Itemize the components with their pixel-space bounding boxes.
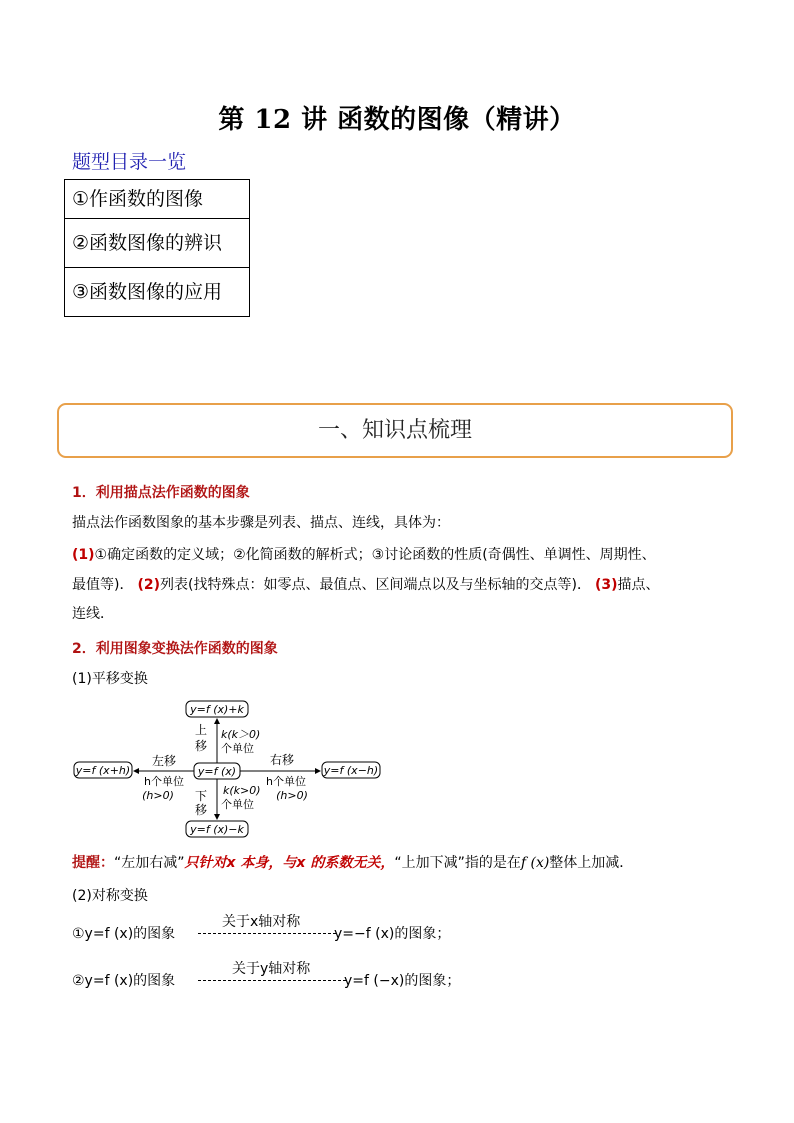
part2-sub2: (2)对称变换 <box>72 888 148 904</box>
step3-label: (3) <box>594 577 618 593</box>
sym2-arrow <box>198 980 346 981</box>
part1-heading: 1．利用描点法作函数的图象 <box>72 485 250 501</box>
down-label-2: 移 <box>194 803 208 817</box>
sym1-arrow <box>198 933 336 934</box>
part1-step1 <box>72 541 656 569</box>
part2-heading: 2．利用图象变换法作函数的图象 <box>72 641 278 657</box>
toc-item: ②函数图像的辨识 <box>65 219 250 268</box>
sym1-result: y=−f (x)的图象； <box>334 926 451 942</box>
part1-step2 <box>72 571 660 599</box>
step2-text: 列表(找特殊点：如零点、最值点、区间端点以及与坐标轴的交点等)． <box>160 577 591 593</box>
part1-intro: 描点法作函数图象的基本步骤是列表、描点、连线，具体为： <box>72 515 450 531</box>
remark-label: 提醒： <box>72 855 114 871</box>
step1-label: (1) <box>72 547 95 563</box>
center-formula: y=f (x) <box>197 765 237 778</box>
remark <box>72 852 633 872</box>
down-label: 下 <box>194 789 208 803</box>
sym1-prefix: ①y=f (x)的图象 <box>72 926 176 942</box>
sym2-prefix: ②y=f (x)的图象 <box>72 973 176 989</box>
remark-emphasis: 只针对x 本身，与x 的系数无关， <box>184 855 395 871</box>
part1-step3-cont: 连线． <box>72 606 114 622</box>
sym2-arrow-label: 关于y轴对称 <box>232 961 311 977</box>
sym2-result: y=f (−x)的图象； <box>344 973 461 989</box>
toc-table <box>64 179 250 317</box>
left-formula: y=f (x+h) <box>75 764 131 777</box>
right-formula: y=f (x−h) <box>323 764 379 777</box>
down-cond: k(k>0) <box>223 784 261 797</box>
step3-text: 描点、 <box>617 577 660 593</box>
section-title: 一、知识点梳理 <box>317 418 472 443</box>
translation-diagram <box>70 696 390 842</box>
right-label: 右移 <box>269 753 295 767</box>
left-label: 左移 <box>151 754 177 768</box>
part2-sub1: (1)平移变换 <box>72 671 148 687</box>
page-title: 第 12 讲 函数的图像（精讲） <box>218 105 576 135</box>
section-header <box>57 403 733 458</box>
remark-formula: f (x) <box>520 855 550 871</box>
left-cond: (h>0) <box>142 789 174 802</box>
left-unit: h个单位 <box>144 775 184 788</box>
bottom-formula: y=f (x)−k <box>190 823 244 836</box>
up-unit: 个单位 <box>221 742 254 755</box>
up-label-2: 移 <box>194 739 208 753</box>
remark-c: “上加下减”指的是在 <box>394 855 521 871</box>
sym1-arrow-label: 关于x轴对称 <box>222 914 301 930</box>
step1-text2: 最值等)． <box>72 577 134 593</box>
step1-text: ①确定函数的定义域；②化简函数的解析式；③讨论函数的性质(奇偶性、单调性、周期性、 <box>94 547 656 563</box>
toc-item: ③函数图像的应用 <box>65 268 250 317</box>
top-formula: y=f (x)+k <box>190 703 244 716</box>
toc-item: ①作函数的图像 <box>65 180 250 219</box>
step2-label: (2) <box>137 577 161 593</box>
remark-a: “左加右减” <box>114 855 185 871</box>
remark-e: 整体上加减． <box>549 855 634 871</box>
up-label: 上 <box>194 723 208 737</box>
toc-heading: 题型目录一览 <box>72 151 187 173</box>
right-cond: (h>0) <box>276 789 308 802</box>
down-unit: 个单位 <box>221 798 254 811</box>
up-cond: k(k＞0) <box>221 728 261 741</box>
right-unit: h个单位 <box>266 775 306 788</box>
